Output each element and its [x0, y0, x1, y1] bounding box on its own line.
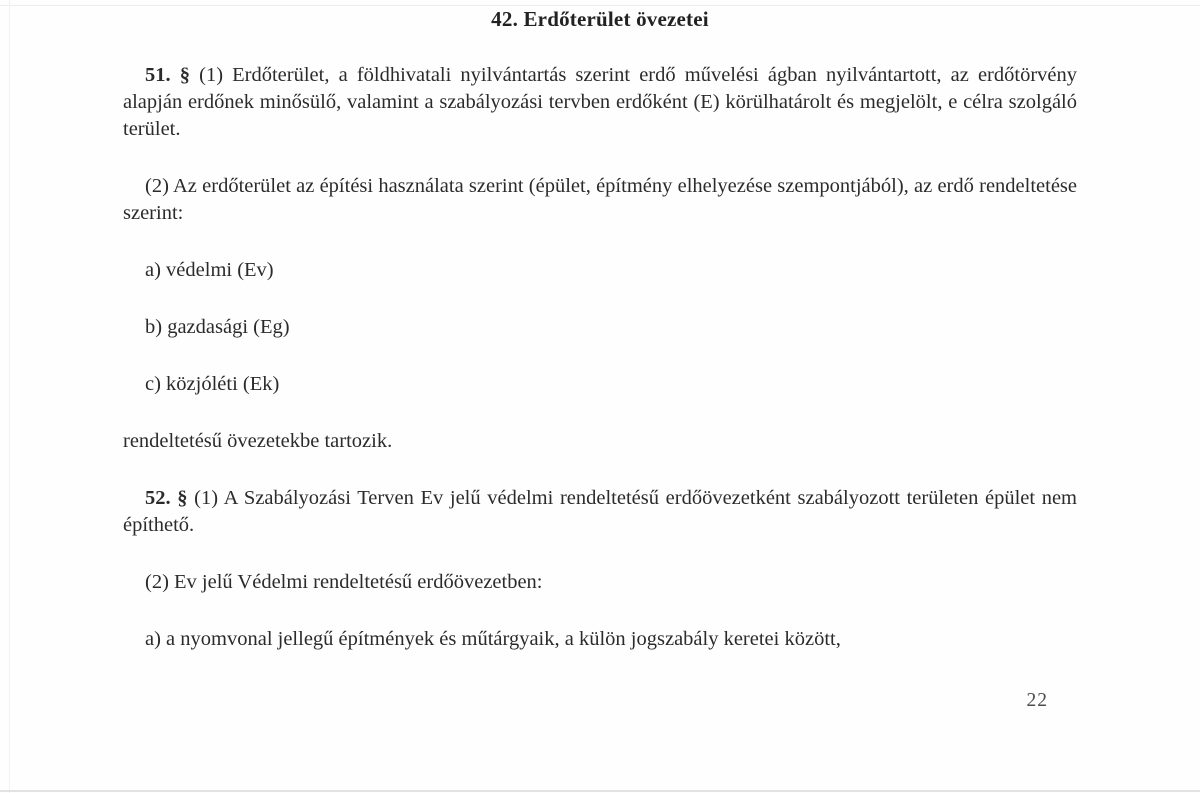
list-item-a-nyomvonal: [123, 626, 1077, 653]
list-item-c-text: c) közjóléti (Ek): [145, 373, 280, 395]
paragraph-51-1: [123, 62, 1077, 143]
paragraph-52-lead: 52. §: [145, 487, 188, 509]
paragraph-52-text: (1) A Szabályozási Terven Ev jelű védelmi rendeltetésű erdőövezetként szabályozott területen épület nem építhető.: [123, 487, 1077, 536]
scan-artifact-top-edge: [0, 5, 1200, 6]
section-heading: 42. Erdőterület övezetei: [491, 7, 709, 31]
paragraph-51-text: (1) Erdőterület, a földhivatali nyilvántartás szerint erdő művelési ágban nyilvántartott, az erdőtörvény alapján erdőnek minősülő, valamint a szabályozási tervben erdőként (E) körülhatárolt és megjelölt, e célra szolgáló terület.: [123, 64, 1077, 140]
paragraph-51-2: [123, 173, 1077, 227]
paragraph-52-2-text: (2) Ev jelű Védelmi rendeltetésű erdőövezetben:: [145, 571, 543, 593]
scan-artifact-bottom-edge: [0, 790, 1200, 792]
paragraph-52-1: [123, 485, 1077, 539]
page-number: 22: [1026, 690, 1048, 711]
paragraph-51-2-text: (2) Az erdőterület az építési használata szerint (épület, építmény elhelyezése szempontjából), az erdő rendeltetése szerint:: [123, 175, 1077, 224]
paragraph-51-closing-text: rendeltetésű övezetekbe tartozik.: [123, 430, 393, 452]
list-item-a-text: a) védelmi (Ev): [145, 259, 274, 281]
list-item-a-nyomvonal-text: a) a nyomvonal jellegű építmények és műtárgyaik, a külön jogszabály keretei között,: [145, 628, 841, 650]
list-item-b-gazdasagi: [123, 314, 1077, 341]
paragraph-52-2: [123, 569, 1077, 596]
paragraph-51-lead: 51. §: [145, 64, 190, 86]
list-item-c-kozjoleti: [123, 371, 1077, 398]
document-body: [123, 62, 1077, 653]
paragraph-51-closing: [123, 428, 1077, 455]
list-item-b-text: b) gazdasági (Eg): [145, 316, 290, 338]
list-item-a-vedelmi: [123, 257, 1077, 284]
scan-artifact-left-edge: [9, 0, 10, 793]
